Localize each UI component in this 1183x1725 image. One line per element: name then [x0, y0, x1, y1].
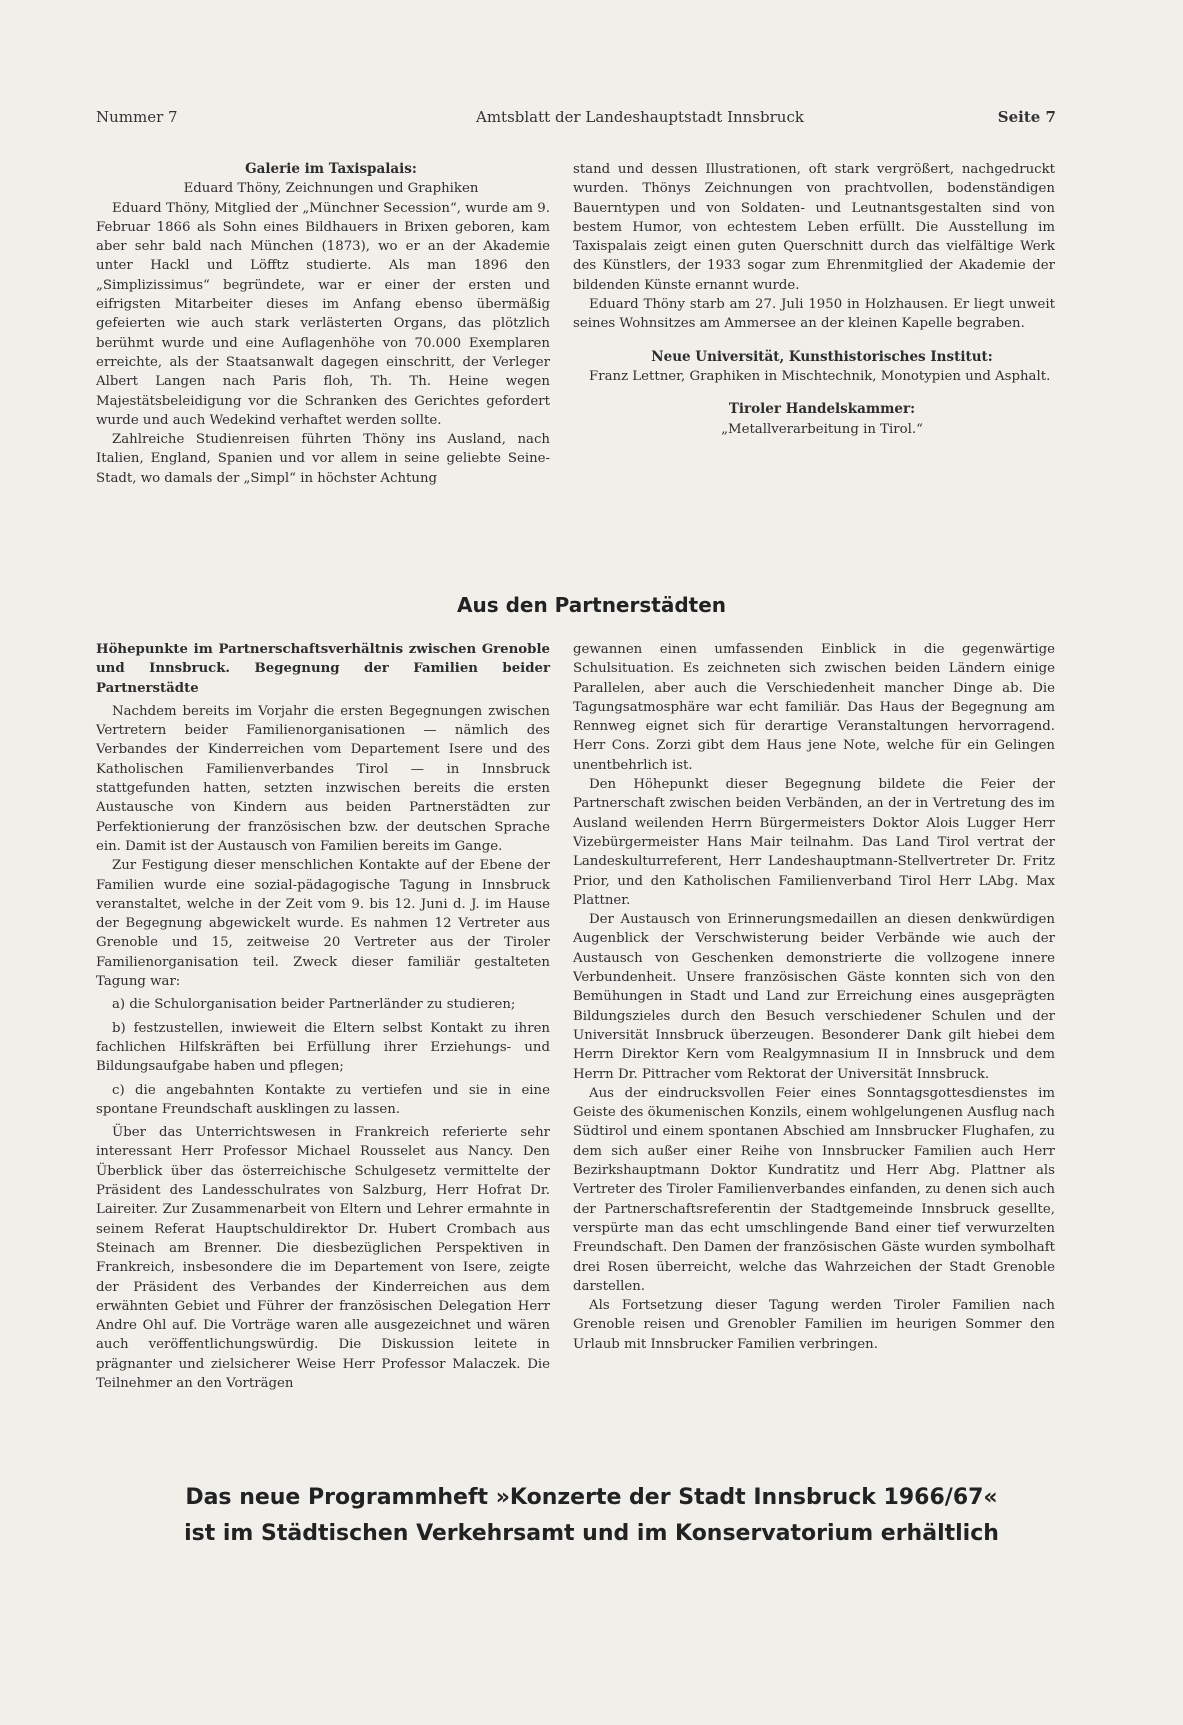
article-paragraph: Den Höhepunkt dieser Begegnung bildete die Feier der Partnerschaft zwischen beiden Verbänden, an der in Vertretung des im Ausland weilenden Herrn Bürgermeisters Doktor Alois Lugger Herr Vizebürgermeister Hans Mair teilnahm. Das Land Tirol vertrat der Landeskulturreferent, Herr Landeshauptmann-Stellvertreter Dr. Fritz Prior, und den Katholischen Familienverband Tirol Herr LAbg. Max Plattner.	[573, 777, 1055, 908]
gallery-column-left	[96, 160, 550, 488]
gallery-column-right	[573, 160, 1055, 439]
article-list-item: b) festzustellen, inwieweit die Eltern selbst Kontakt zu ihren fachlichen Hilfskräften bei Erfüllung ihrer Erziehungs- und Bildungsaufgabe haben und pflegen;	[96, 1020, 550, 1075]
chamber-text: „Metallverarbeitung in Tirol.“	[721, 421, 923, 437]
article-paragraph: Der Austausch von Erinnerungsmedaillen an diesen denkwürdigen Augenblick der Verschwisterung beider Verbände wie auch der Austausch von Geschenken demonstrierte die vollzogene innere Verbundenheit. Unsere französischen Gäste konnten sich von den Bemühungen in Stadt und Land zur Erreichung eines ausgeprägten Bildungszieles durch den Besuch verschiedener Schulen und der Universität Innsbruck überzeugen. Besonderer Dank gilt hiebei dem Herrn Direktor Kern vom Realgymnasium II in Innsbruck und dem Herrn Dr. Pittracher vom Rektorat der Universität Innsbruck.	[573, 912, 1055, 1082]
article-paragraph: Als Fortsetzung dieser Tagung werden Tiroler Familien nach Grenoble reisen und Grenobler Familien im heurigen Sommer den Urlaub mit Innsbrucker Familien verbringen.	[573, 1298, 1055, 1352]
article-paragraph: Aus der eindrucksvollen Feier eines Sonntagsgottesdienstes im Geiste des ökumenischen Konzils, einem wohlgelungenen Ausflug nach Südtirol und einem spontanen Abschied am Innsbrucker Flughafen, zu dem sich außer einer Reihe von Innsbrucker Familien auch Herr Bezirkshauptmann Doktor Kundratitz und Herr Abg. Plattner als Vertreter des Tiroler Familienverbandes einfanden, zu denen sich auch der Partnerschaftsreferentin der Stadtgemeinde Innsbruck gesellte, verspürte man das echt umschlingende Band einer tief verwurzelten Freundschaft. Den Damen der französischen Gäste wurden symbolhaft drei Rosen überreicht, welche das Wahrzeichen der Stadt Grenoble darstellen.	[573, 1085, 1055, 1294]
article-paragraph: Zur Festigung dieser menschlichen Kontakte auf der Ebene der Familien wurde eine sozial-pädagogische Tagung in Innsbruck veranstaltet, welche in der Zeit vom 9. bis 12. Juni d. J. im Hause der Begegnung abgewickelt wurde. Es nahmen 12 Vertreter aus Grenoble und 15, zeitweise 20 Vertreter aus der Tiroler Familienorganisation teil. Zweck dieser familiär gestalteten Tagung war:	[96, 858, 550, 990]
banner-line: ist im Städtischen Verkehrsamt und im Konservatorium erhältlich	[184, 1521, 999, 1546]
gallery-heading: Galerie im Taxispalais:	[245, 161, 417, 177]
article-lead: Höhepunkte im Partnerschaftsverhältnis zwischen Grenoble und Innsbruck. Begegnung der Familien beider Partnerstädte	[96, 642, 550, 696]
section-title: Aus den Partnerstädten	[456, 593, 726, 617]
article-list-item: a) die Schulorganisation beider Partnerländer zu studieren;	[112, 997, 516, 1013]
banner-line: Das neue Programmheft »Konzerte der Stadt Innsbruck 1966/67«	[185, 1485, 998, 1510]
university-heading: Neue Universität, Kunsthistorisches Institut:	[651, 348, 993, 365]
publication-title: Amtsblatt der Landeshauptstadt Innsbruck	[476, 108, 804, 126]
article-paragraph: gewannen einen umfassenden Einblick in die gegenwärtige Schulsituation. Es zeichneten sich zwischen beiden Ländern einige Parallelen, aber auch die Verschiedenheit mancher Dinge ab. Die Tagungsatmosphäre war echt familiär. Das Haus der Begegnung am Rennweg eignet sich für derartige Veranstaltungen hervorragend. Herr Cons. Zorzi gibt dem Haus jene Note, welche für ein Gelingen unentbehrlich ist.	[573, 642, 1055, 773]
chamber-heading: Tiroler Handelskammer:	[728, 401, 916, 418]
article-list-item: c) die angebahnten Kontakte zu vertiefen und sie in eine spontane Freundschaft ausklingen zu lassen.	[96, 1082, 550, 1117]
program-banner	[0, 1480, 1183, 1552]
page-number: Seite 7	[997, 108, 1056, 126]
article-column-right	[573, 640, 1055, 1354]
issue-number: Nummer 7	[96, 108, 178, 126]
article-paragraph: Nachdem bereits im Vorjahr die ersten Begegnungen zwischen Vertretern beider Familienorganisationen — nämlich des Verbandes der Kinderreichen vom Departement Isere und des Katholischen Familienverbandes Tirol — in Innsbruck stattgefunden hatten, setzten inzwischen bereits die ersten Austausche von Kindern aus beiden Partnerstädten zur Perfektionierung der französischen bzw. der deutschen Sprache ein. Damit ist der Austausch von Familien bereits im Gange.	[96, 703, 550, 854]
article-column-left	[96, 640, 550, 1393]
page-header	[96, 108, 1056, 130]
university-text: Franz Lettner, Graphiken in Mischtechnik, Monotypien und Asphalt.	[589, 368, 1051, 384]
gallery-paragraph: stand und dessen Illustrationen, oft stark vergrößert, nachgedruckt wurden. Thönys Zeichnungen von prachtvollen, bodenständigen Bauerntypen und von Soldaten- und Leutnantsgestalten sind von bestem Humor, von echtestem Leben erfüllt. Die Ausstellung im Taxispalais zeigt einen guten Querschnitt durch das vielfältige Werk des Künstlers, der 1933 sogar zum Ehrenmitglied der Akademie der bildenden Künste ernannt wurde.	[573, 162, 1055, 293]
gallery-subheading: Eduard Thöny, Zeichnungen und Graphiken	[183, 181, 479, 197]
article-paragraph: Über das Unterrichtswesen in Frankreich referierte sehr interessant Herr Professor Michael Rousselet aus Nancy. Den Überblick über das österreichische Schulgesetz vermittelte der Präsident des Landesschulrates von Salzburg, Herr Hofrat Dr. Laireiter. Zur Zusammenarbeit von Eltern und Lehrer ermahnte in seinem Referat Hauptschuldirektor Dr. Hubert Crombach aus Steinach am Brenner. Die diesbezüglichen Perspektiven in Frankreich, insbesondere die im Departement von Isere, zeigte der Präsident des Verbandes der Kinderreichen aus dem erwähnten Gebiet und Führer der französischen Delegation Herr Andre Ohl auf. Die Vorträge waren alle ausgezeichnet und wären auch veröffentlichungswürdig. Die Diskussion leitete in prägnanter und zielsicherer Weise Herr Professor Malaczek. Die Teilnehmer an den Vorträgen	[96, 1125, 550, 1391]
gallery-paragraph: Eduard Thöny starb am 27. Juli 1950 in Holzhausen. Er liegt unweit seines Wohnsitzes am Ammersee an der kleinen Kapelle begraben.	[573, 297, 1055, 332]
gallery-paragraph: Eduard Thöny, Mitglied der „Münchner Secession“, wurde am 9. Februar 1866 als Sohn eines Bildhauers in Brixen geboren, kam aber sehr bald nach München (1873), wo er an der Akademie unter Hackl und Löfftz studierte. Als man 1896 den „Simplizissimus“ begründete, war er einer der ersten und eifrigsten Mitarbeiter dieses im Anfang ebenso übermäßig gefeierten wie auch stark verlästerten Organs, das plötzlich berühmt wurde und eine Auflagenhöhe von 70.000 Exemplaren erreichte, als der Staatsanwalt dagegen einschritt, der Verleger Albert Langen nach Paris floh, Th. Th. Heine wegen Majestätsbeleidigung vor die Schranken des Gerichtes gefordert wurde und auch Wedekind verhaftet werden sollte.	[96, 200, 550, 428]
gallery-paragraph: Zahlreiche Studienreisen führten Thöny ins Ausland, nach Italien, England, Spanien und vor allem in seine geliebte Seine-Stadt, wo damals der „Simpl“ in höchster Achtung	[96, 432, 550, 486]
